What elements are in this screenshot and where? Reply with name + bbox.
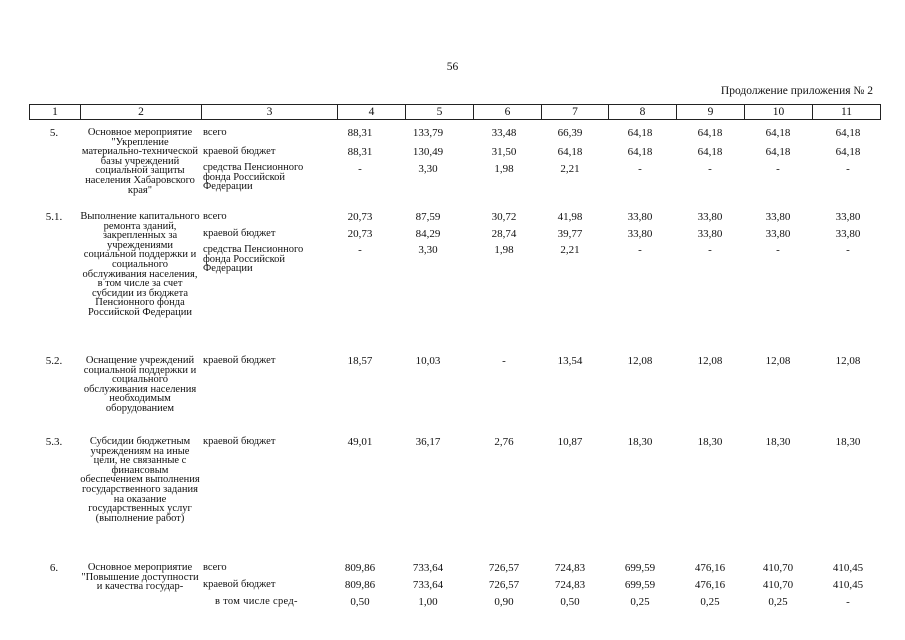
value-cell: 12,08	[697, 355, 723, 367]
value-cell: 2,21	[560, 244, 580, 256]
value-cell: 33,80	[835, 228, 861, 240]
value-cell: 2,76	[494, 436, 514, 448]
value-cell: 12,08	[765, 355, 791, 367]
header-cell: 8	[608, 105, 676, 119]
value-cell: 13,54	[557, 355, 583, 367]
value-cell: 1,98	[494, 163, 514, 175]
value-cell: 33,80	[765, 228, 791, 240]
value-cell: 726,57	[488, 579, 520, 591]
value-cell: 724,83	[554, 562, 586, 574]
page-number: 56	[446, 61, 459, 73]
value-cell: 31,50	[491, 146, 517, 158]
row-title: Субсидии бюджетным учреждениям на иные цели, не связанные с финансовым обеспечением выполнения государственного задания на оказание государственных услуг (выполнение работ)	[80, 436, 200, 524]
value-cell: 0,90	[494, 596, 514, 608]
value-cell: -	[708, 244, 712, 256]
value-cell: 3,30	[418, 244, 438, 256]
header-cell: 9	[676, 105, 744, 119]
value-cell: 30,72	[491, 211, 517, 223]
source-label: всего	[203, 127, 227, 138]
value-cell: 10,87	[557, 436, 583, 448]
value-cell: 64,18	[765, 146, 791, 158]
value-cell: 733,64	[412, 562, 444, 574]
value-cell: 87,59	[415, 211, 441, 223]
value-cell: 1,00	[418, 596, 438, 608]
value-cell: -	[708, 163, 712, 175]
row-number: 5.2.	[45, 355, 63, 367]
value-cell: 2,21	[560, 163, 580, 175]
header-cell: 4	[337, 105, 405, 119]
value-cell: 1,98	[494, 244, 514, 256]
value-cell: -	[776, 244, 780, 256]
header-cell: 3	[201, 105, 337, 119]
value-cell: 0,25	[700, 596, 720, 608]
value-cell: 18,57	[347, 355, 373, 367]
value-cell: 64,18	[835, 127, 861, 139]
value-cell: 0,50	[560, 596, 580, 608]
header-cell: 1	[52, 106, 58, 118]
value-cell: 33,80	[697, 211, 723, 223]
row-number: 5.3.	[45, 436, 63, 448]
value-cell: -	[846, 163, 850, 175]
value-cell: 20,73	[347, 228, 373, 240]
value-cell: 0,50	[350, 596, 370, 608]
source-label: всего	[203, 211, 227, 222]
row-number: 5.	[49, 127, 59, 139]
value-cell: 33,80	[835, 211, 861, 223]
value-cell: 410,70	[762, 562, 794, 574]
value-cell: 64,18	[697, 146, 723, 158]
row-title: Основное мероприятие "Укрепление материально-технической базы учреждений социальной защиты населения Хабаровского края"	[81, 127, 199, 196]
value-cell: 64,18	[627, 127, 653, 139]
value-cell: 33,48	[491, 127, 517, 139]
row-title: Выполнение капитального ремонта зданий, закрепленных за учреждениями социальной поддержки и социального обслуживания населения, в том числе за счет субсидии из бюджета Пенсионного фонда Российской Федерации	[80, 211, 200, 318]
value-cell: 33,80	[627, 211, 653, 223]
row-number: 6.	[49, 562, 59, 574]
value-cell: 733,64	[412, 579, 444, 591]
source-label: средства Пенсионного фонда Российской Федерации	[203, 244, 304, 275]
value-cell: 0,25	[630, 596, 650, 608]
value-cell: 64,18	[697, 127, 723, 139]
value-cell: 12,08	[835, 355, 861, 367]
value-cell: 699,59	[624, 579, 656, 591]
value-cell: 699,59	[624, 562, 656, 574]
value-cell: 64,18	[627, 146, 653, 158]
value-cell: -	[502, 355, 506, 367]
value-cell: -	[638, 163, 642, 175]
value-cell: 3,30	[418, 163, 438, 175]
value-cell: -	[846, 244, 850, 256]
value-cell: 130,49	[412, 146, 444, 158]
value-cell: -	[358, 163, 362, 175]
value-cell: 133,79	[412, 127, 444, 139]
value-cell: 12,08	[627, 355, 653, 367]
value-cell: 28,74	[491, 228, 517, 240]
value-cell: 410,45	[832, 579, 864, 591]
source-label: краевой бюджет	[203, 146, 276, 157]
value-cell: 33,80	[765, 211, 791, 223]
value-cell: 39,77	[557, 228, 583, 240]
value-cell: 809,86	[344, 579, 376, 591]
value-cell: 476,16	[694, 579, 726, 591]
source-label: краевой бюджет	[203, 355, 276, 366]
table-header-row	[29, 104, 881, 120]
header-cell: 7	[541, 105, 608, 119]
value-cell: 10,03	[415, 355, 441, 367]
source-label: средства Пенсионного фонда Российской Федерации	[203, 162, 304, 193]
value-cell: 84,29	[415, 228, 441, 240]
row-number: 5.1.	[45, 211, 63, 223]
source-label: краевой бюджет	[203, 579, 276, 590]
value-cell: 410,45	[832, 562, 864, 574]
header-cell: 10	[744, 105, 812, 119]
value-cell: 18,30	[627, 436, 653, 448]
value-cell: 64,18	[557, 146, 583, 158]
value-cell: 66,39	[557, 127, 583, 139]
value-cell: 410,70	[762, 579, 794, 591]
value-cell: 88,31	[347, 127, 373, 139]
value-cell: 726,57	[488, 562, 520, 574]
source-label: краевой бюджет	[203, 228, 276, 239]
value-cell: 809,86	[344, 562, 376, 574]
value-cell: 49,01	[347, 436, 373, 448]
value-cell: 0,25	[768, 596, 788, 608]
continuation-note: Продолжение приложения № 2	[720, 85, 873, 97]
row-title: Оснащение учреждений социальной поддержки и социального обслуживания населения необходимым оборудованием	[83, 355, 197, 414]
value-cell: -	[638, 244, 642, 256]
value-cell: 36,17	[415, 436, 441, 448]
value-cell: 476,16	[694, 562, 726, 574]
header-cell: 5	[405, 105, 473, 119]
value-cell: 18,30	[765, 436, 791, 448]
value-cell: -	[846, 596, 850, 608]
value-cell: 41,98	[557, 211, 583, 223]
value-cell: 88,31	[347, 146, 373, 158]
source-label: в том числе сред-	[215, 596, 298, 607]
value-cell: 20,73	[347, 211, 373, 223]
value-cell: 33,80	[697, 228, 723, 240]
value-cell: -	[776, 163, 780, 175]
source-label: всего	[203, 562, 227, 573]
header-cell: 11	[812, 105, 880, 119]
value-cell: 64,18	[765, 127, 791, 139]
header-cell: 6	[473, 105, 541, 119]
header-cell: 2	[80, 105, 201, 119]
value-cell: 18,30	[835, 436, 861, 448]
value-cell: 64,18	[835, 146, 861, 158]
value-cell: 33,80	[627, 228, 653, 240]
value-cell: -	[358, 244, 362, 256]
source-label: краевой бюджет	[203, 436, 276, 447]
value-cell: 724,83	[554, 579, 586, 591]
value-cell: 18,30	[697, 436, 723, 448]
row-title: Основное мероприятие "Повышение доступности и качества государ-	[81, 562, 199, 593]
